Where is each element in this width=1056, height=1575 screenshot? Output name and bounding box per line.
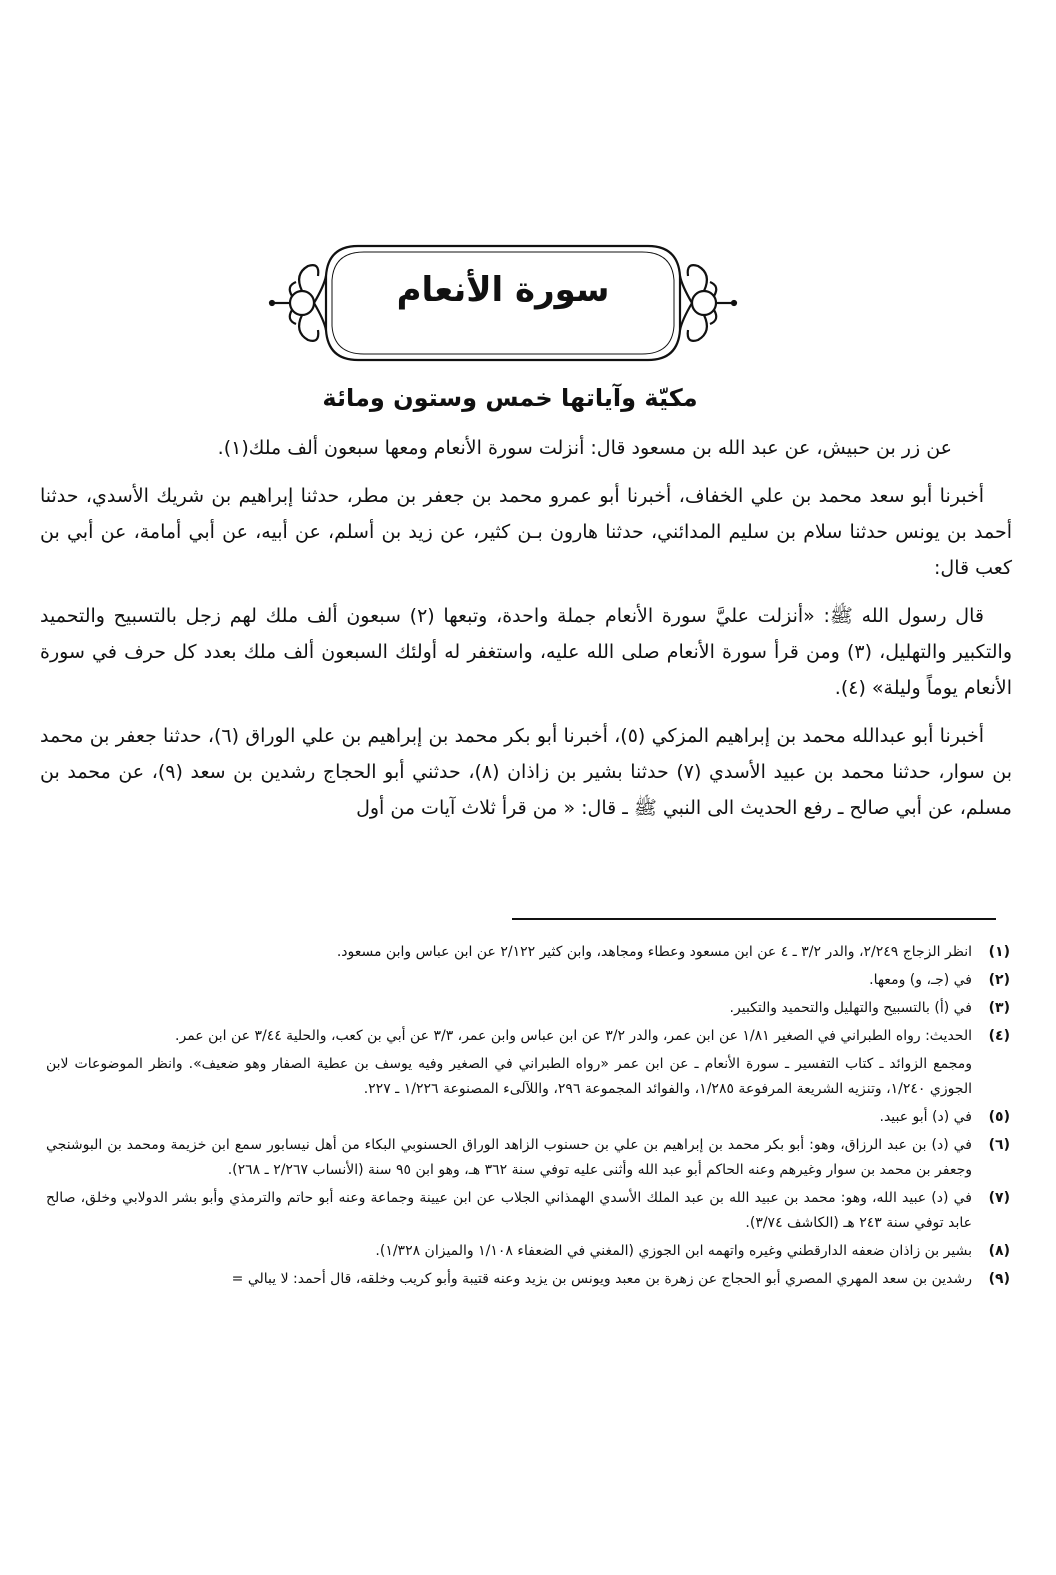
footnote-number: (٣) xyxy=(988,1000,1010,1016)
footnote-item xyxy=(46,968,1010,993)
footnote-item xyxy=(46,940,1010,965)
footnote-number: (٥) xyxy=(988,1109,1010,1125)
surah-subtitle: مكيّة وآياتها خمس وستون ومائة xyxy=(322,384,698,412)
footnote-text: في (جـ، و) ومعها. xyxy=(869,972,972,988)
footnote-number: (٩) xyxy=(988,1271,1010,1287)
paragraph: عن زر بن حبيش، عن عبد الله بن مسعود قال: أنزلت سورة الأنعام ومعها سبعون ألف ملك(١). xyxy=(217,437,952,459)
footnotes xyxy=(46,940,1010,1295)
footnote-text: بشير بن زاذان ضعفه الدارقطني وغيره واتهمه ابن الجوزي (المغني في الضعفاء ١/١٠٨ والميزان ١/٣٢٨). xyxy=(375,1243,972,1259)
footnote-item xyxy=(46,996,1010,1021)
paragraph: أخبرنا أبو سعد محمد بن علي الخفاف، أخبرنا أبو عمرو محمد بن جعفر بن مطر، حدثنا إبراهيم بن شريك الأسدي، حدثنا أحمد بن يونس حدثنا سلام بن سليم المدائني، حدثنا هارون بـن كثير، عن زيد بن أسلم، عن أبيه، عن أبي أمامة، عن أبي بن كعب قال: xyxy=(40,485,1012,579)
footnote-divider xyxy=(512,918,996,920)
footnote-number xyxy=(972,1052,1010,1102)
footnote-text: في (أ) بالتسبيح والتهليل والتحميد والتكبير. xyxy=(729,1000,972,1016)
footnote-number: (٦) xyxy=(988,1137,1010,1153)
footnote-item xyxy=(46,1052,1010,1102)
footnote-text: الحديث: رواه الطبراني في الصغير ١/٨١ عن ابن عمر، والدر ٣/٢ عن ابن عباس وابن عمر، ٣/٣ عن أبي بن كعب، والحلية ٣/٤٤ عن ابن عمر. xyxy=(175,1028,972,1044)
footnote-item xyxy=(46,1239,1010,1264)
footnote-item xyxy=(46,1186,1010,1236)
footnote-text: انظر الزجاج ٢/٢٤٩، والدر ٣/٢ ـ ٤ عن ابن مسعود وعطاء ومجاهد، وابن كثير ٢/١٢٢ عن ابن عباس وابن مسعود. xyxy=(336,944,972,960)
footnote-number: (٢) xyxy=(988,972,1010,988)
footnote-text: رشدين بن سعد المهري المصري أبو الحجاج عن زهرة بن معبد ويونس بن يزيد وعنه قتيبة وأبو كريب وخلقه، قال أحمد: لا يبالي = xyxy=(231,1271,972,1287)
footnote-item xyxy=(46,1267,1010,1292)
footnote-number: (٧) xyxy=(988,1190,1010,1206)
paragraph: أخبرنا أبو عبدالله محمد بن إبراهيم المزكي (٥)، أخبرنا أبو بكر محمد بن إبراهيم بن علي الوراق (٦)، حدثنا جعفر بن محمد بن سوار، حدثنا محمد بن عبيد الأسدي (٧) حدثنا بشير بن زاذان (٨)، حدثني أبو الحجاج رشدين بن سعد (٩)، عن محمد بن مسلم، عن أبي صالح ـ رفع الحديث الى النبي ﷺ ـ قال: « من قرأ ثلاث آيات من أول xyxy=(40,725,1012,819)
footnote-text: في (د) بن عبد الرزاق، وهو: أبو بكر محمد بن إبراهيم بن علي بن حسنوب الزاهد الوراق الحسنوبي البكاء من أهل نيسابور سمع ابن خزيمة ومحمد بن البوشنجي وجعفر بن محمد بن سوار وغيرهم وعنه الحاكم أبو عبد الله وأثنى عليه توفي سنة ٣٦٢ هـ، وهو ابن ٩٥ سنة (الأنساب ٢/٢٦٧ ـ ٢٦٨). xyxy=(46,1137,972,1178)
surah-title: سورة الأنعام xyxy=(396,270,610,310)
footnote-item xyxy=(46,1133,1010,1183)
footnote-number: (٨) xyxy=(988,1243,1010,1259)
footnote-text: في (د) أبو عبيد. xyxy=(879,1109,972,1125)
footnote-text: ومجمع الزوائد ـ كتاب التفسير ـ سورة الأنعام ـ عن ابن عمر «رواه الطبراني في الصغير وفيه يوسف بن عطية الصفار وهو ضعيف». وانظر الموضوعات لابن الجوزي ١/٢٤٠، وتنزيه الشريعة المرفوعة ١/٢٨٥، والفوائد المجموعة ٢٩٦، واللآلىء المصنوعة ١/٢٢٦ ـ ٢٢٧. xyxy=(46,1056,972,1097)
footnote-text: في (د) عبيد الله، وهو: محمد بن عبيد الله بن عبد الملك الأسدي الهمذاني الجلاب عن ابن عيينة وجماعة وعنه أبو حاتم والترمذي وأبو بشر الدولابي وخلق، صالح عابد توفي سنة ٢٤٣ هـ (الكاشف ٣/٧٤). xyxy=(46,1190,972,1231)
footnote-item xyxy=(46,1105,1010,1130)
footnote-number: (١) xyxy=(988,944,1010,960)
main-text xyxy=(40,430,1012,838)
footnote-number: (٤) xyxy=(988,1028,1010,1044)
paragraph: قال رسول الله ﷺ: «أنزلت عليَّ سورة الأنعام جملة واحدة، وتبعها (٢) سبعون ألف ملك لهم زجل بالتسبيح والتحميد والتكبير والتهليل، (٣) ومن قرأ سورة الأنعام صلى الله عليه، واستغفر له أولئك السبعون ألف ملك بعدد كل حرف في سورة الأنعام يوماً وليلة» (٤). xyxy=(40,605,1012,699)
footnote-item xyxy=(46,1024,1010,1049)
